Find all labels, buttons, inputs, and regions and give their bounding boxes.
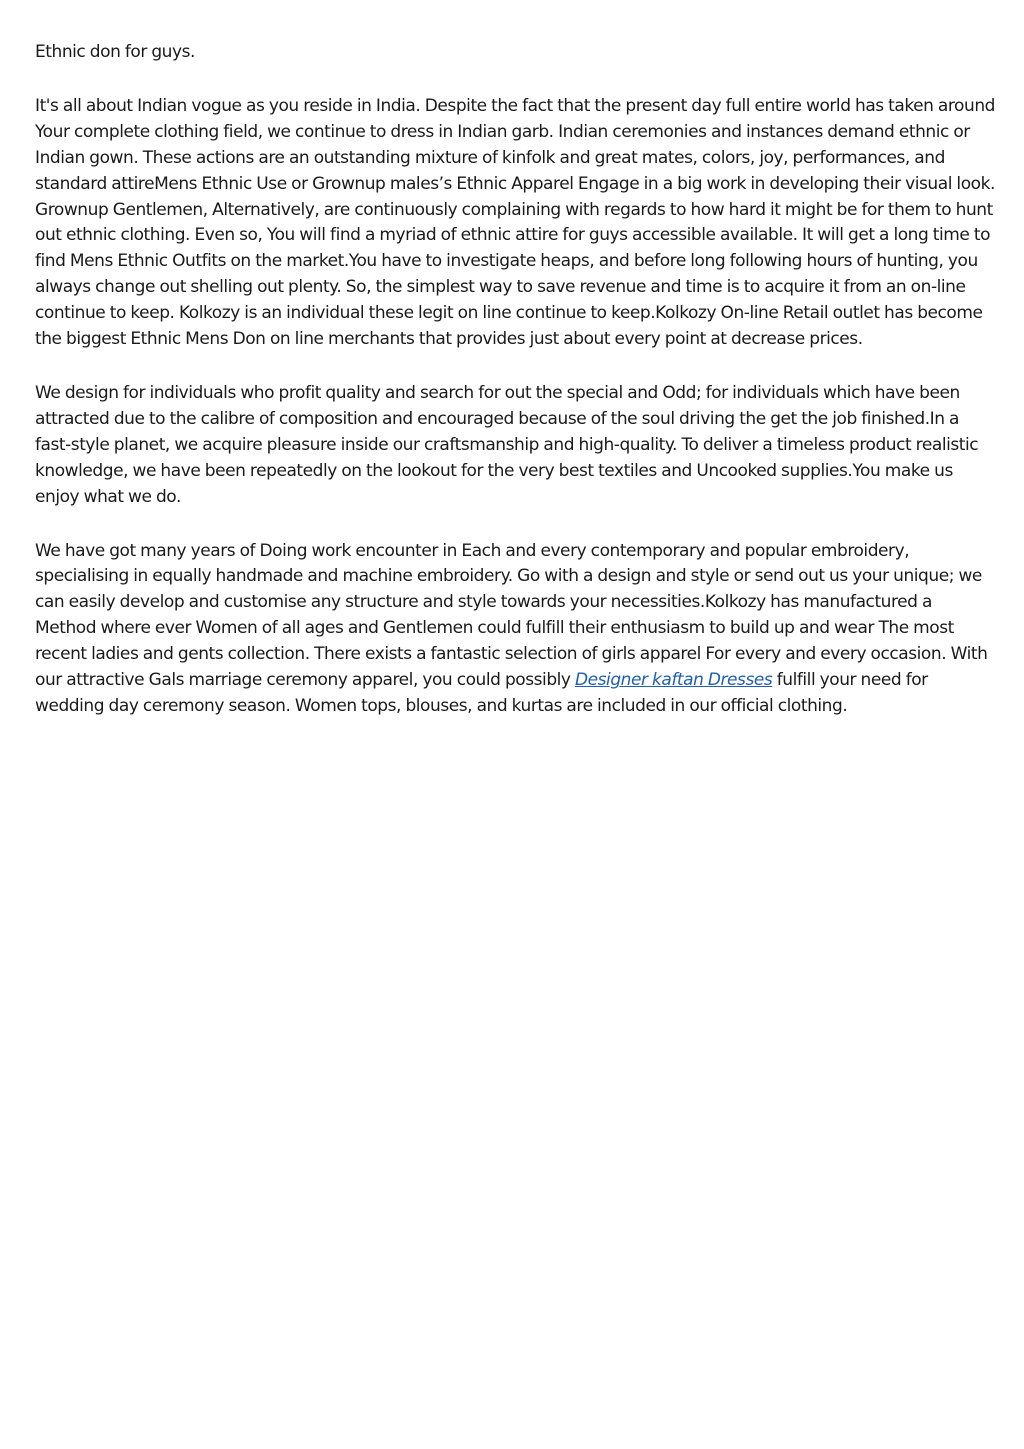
paragraph-intro: It's all about Indian vogue as you reside in India. Despite the fact that the present day full entire world has taken around Your complete clothing field, we continue to dress in Indian garb. Indian ceremonies and instances demand ethnic or Indian gown. These actions are an outstanding mixture of kinfolk and great mates, colors, joy, performances, and standard attireMens Ethnic Use or Grownup males’s Ethnic Apparel Engage in a big work in developing their visual look. Grownup Gentlemen, Alternatively, are continuously complaining with regards to how hard it might be for them to hunt out ethnic clothing. Even so, You will find a myriad of ethnic attire for guys accessible available. It will get a long time to find Mens Ethnic Outfits on the market.You have to investigate heaps, and before long following hours of hunting, you always change out shelling out plenty. So, the simplest way to save revenue and time is to acquire it from an on-line continue to keep. Kolkozy is an individual these legit on line continue to keep.Kolkozy On-line Retail outlet has become the biggest Ethnic Mens Don on line merchants that provides just about every point at decrease prices. bbox=[35, 95, 995, 350]
document-page bbox=[35, 40, 995, 748]
paragraph-design: We design for individuals who profit quality and search for out the special and Odd; for individuals which have been attracted due to the calibre of composition and encouraged because of the soul driving the get the job finished.In a fast-style planet, we acquire pleasure inside our craftsmanship and high-quality. To deliver a timeless product realistic knowledge, we have been repeatedly on the lookout for the very best textiles and Uncooked supplies.You make us enjoy what we do. bbox=[35, 382, 979, 507]
paragraph-text-before-link: We have got many years of Doing work encounter in Each and every contemporary and popular embroidery, specialising in equally handmade and machine embroidery. Go with a design and style or send out us your unique; we can easily develop and customise any structure and style towards your necessities.Kolkozy has manufactured a Method where ever Women of all ages and Gentlemen could fulfill their enthusiasm to build up and wear The most recent ladies and gents collection. There exists a fantastic selection of girls apparel For every and every occasion. With our attractive Gals marriage ceremony apparel, you could possibly bbox=[35, 540, 988, 691]
designer-kaftan-dresses-link[interactable]: Designer kaftan Dresses bbox=[575, 670, 773, 691]
document-title: Ethnic don for guys. bbox=[35, 42, 195, 62]
paragraph-text-after-link: fulfill your need for wedding day ceremony season. Women tops, blouses, and kurtas are included in our official clothing. bbox=[35, 670, 928, 716]
paragraph-embroidery bbox=[35, 539, 995, 720]
